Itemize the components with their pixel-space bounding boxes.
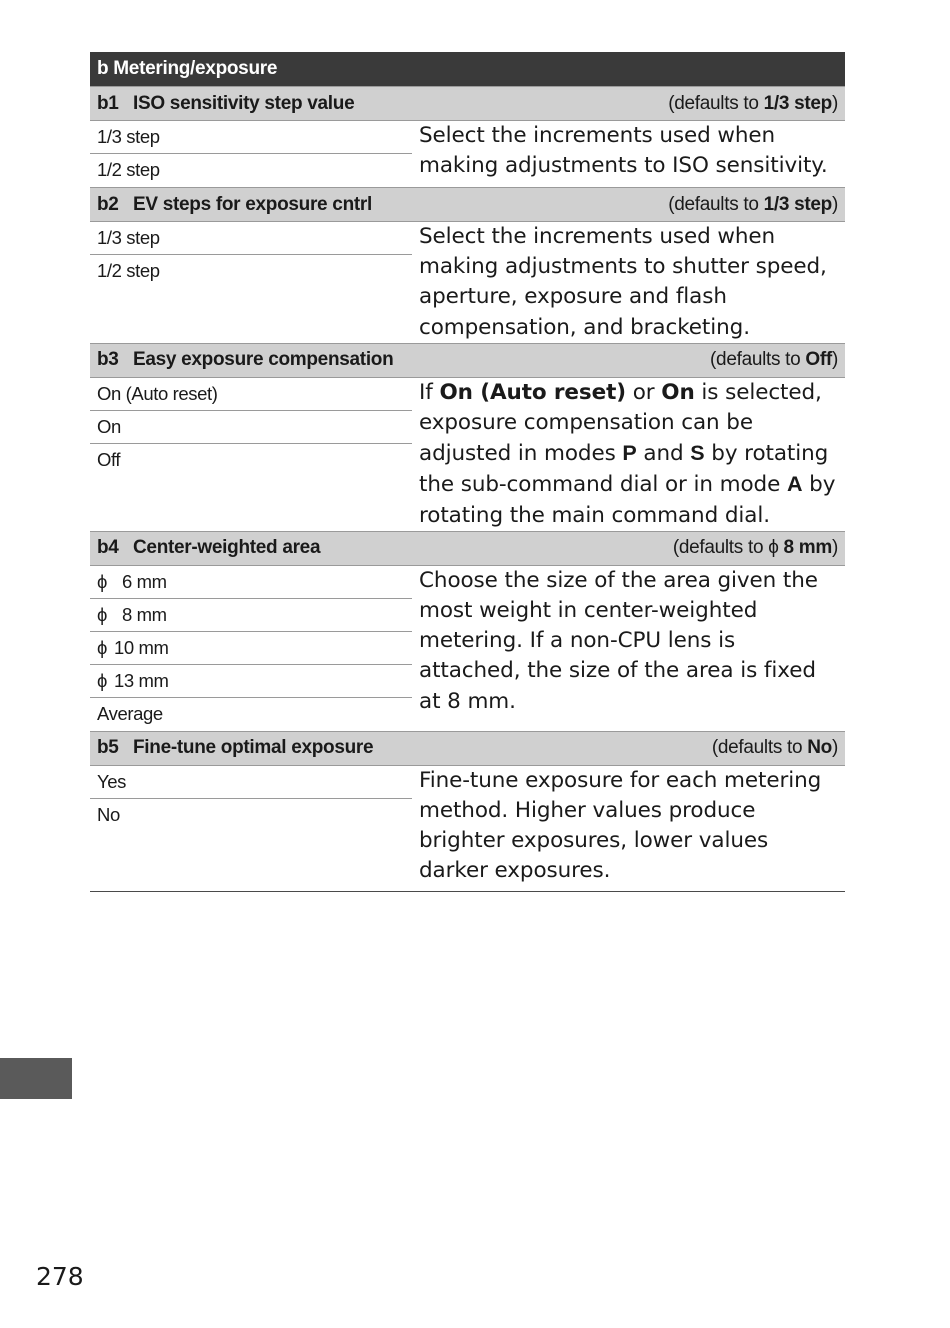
- section-body-b4: [90, 565, 845, 731]
- section-title: [97, 737, 373, 759]
- section-body-b5: [90, 765, 845, 891]
- default-value: [710, 349, 838, 371]
- diameter-icon: ϕ: [768, 537, 779, 559]
- section-code: b2: [97, 193, 119, 215]
- section-header-b2: [90, 187, 845, 221]
- option-item: [90, 599, 412, 632]
- option-label: 10 mm: [114, 636, 169, 658]
- default-value-text: No: [807, 737, 832, 759]
- section-body-b3: [90, 377, 845, 531]
- chapter-thumb-tab: [0, 1058, 72, 1099]
- section-name: ISO sensitivity step value: [133, 92, 355, 114]
- default-value-text: Off: [805, 349, 832, 371]
- default-prefix: (defaults to: [668, 193, 764, 215]
- section-body-b1: [90, 120, 845, 187]
- diameter-icon: ϕ: [97, 603, 107, 625]
- diameter-icon: ϕ: [97, 570, 107, 592]
- option-item: [90, 566, 412, 599]
- section-title: [97, 194, 372, 216]
- section-name: Fine-tune optimal exposure: [133, 737, 374, 759]
- default-prefix: (defaults to: [711, 737, 808, 759]
- default-value: [673, 537, 838, 559]
- section-name: EV steps for exposure cntrl: [133, 193, 372, 215]
- option-description: Choose the size of the area given the most weight in center-weighted metering. If a non-CPU lens is attached, the size of the area is fixed at 8 mm.: [419, 567, 818, 714]
- default-suffix: ): [831, 92, 838, 114]
- desc-text: and: [636, 441, 691, 467]
- section-name: Center-weighted area: [133, 537, 321, 559]
- table-bottom-rule: [90, 891, 845, 892]
- option-item: Off: [97, 448, 121, 470]
- section-body-b2: [90, 221, 845, 343]
- default-value: [712, 737, 838, 759]
- desc-text: If: [419, 379, 440, 405]
- page-number: 278: [36, 1262, 84, 1291]
- option-item: 1/3 step: [90, 222, 412, 255]
- desc-text: is selected, exposure compensation can be adjusted in modes: [419, 379, 822, 467]
- section-code: b3: [97, 349, 119, 371]
- section-title: [97, 349, 393, 371]
- option-list: [90, 566, 412, 731]
- settings-table: [90, 52, 845, 892]
- option-description: [412, 378, 845, 531]
- desc-text: or: [626, 379, 662, 405]
- desc-text: by rotating the sub-command dial or in mode: [419, 441, 829, 498]
- default-value-text: 8 mm: [783, 537, 832, 559]
- desc-emphasis: On (Auto reset): [439, 379, 626, 405]
- section-header-b4: [90, 531, 845, 565]
- section-header-b5: [90, 731, 845, 765]
- option-description: Fine-tune exposure for each metering method. Higher values produce brighter exposures, lower values darker exposures.: [419, 767, 822, 884]
- option-item: 1/3 step: [90, 121, 412, 154]
- option-item: No: [97, 803, 120, 825]
- section-title: [97, 537, 320, 559]
- default-value: [668, 194, 838, 216]
- default-prefix: (defaults to: [710, 349, 806, 371]
- option-list: [90, 766, 412, 891]
- option-label: 6 mm: [122, 570, 167, 592]
- section-title: [97, 93, 354, 115]
- desc-emphasis: On: [661, 379, 695, 405]
- option-description: Select the increments used when making adjustments to ISO sensitivity.: [419, 123, 828, 179]
- option-item: [90, 632, 412, 665]
- option-item: [90, 698, 412, 731]
- section-code: b1: [97, 92, 119, 114]
- mode-letter: S: [690, 441, 705, 466]
- default-suffix: ): [831, 537, 838, 559]
- default-suffix: ): [831, 737, 838, 759]
- default-value-text: 1/3 step: [763, 193, 832, 215]
- section-header-b1: [90, 86, 845, 120]
- option-item: On: [90, 411, 412, 444]
- diameter-icon: ϕ: [97, 636, 107, 658]
- default-suffix: ): [831, 349, 838, 371]
- default-value-text: 1/3 step: [763, 92, 832, 114]
- option-item: Yes: [90, 766, 412, 799]
- option-label: 13 mm: [114, 669, 169, 691]
- desc-text: by rotating the main command dial.: [419, 472, 836, 528]
- section-name: Easy exposure compensation: [133, 349, 394, 371]
- default-value: [668, 93, 838, 115]
- section-code: b5: [97, 737, 119, 759]
- section-header-b3: [90, 343, 845, 377]
- default-prefix: (defaults to: [668, 92, 764, 114]
- section-code: b4: [97, 537, 119, 559]
- option-list: [90, 121, 412, 187]
- option-label: Average: [97, 702, 163, 724]
- option-item: 1/2 step: [97, 159, 160, 180]
- mode-letter: A: [786, 472, 803, 497]
- option-item: 1/2 step: [97, 260, 160, 281]
- option-list: [90, 378, 412, 531]
- option-item: On (Auto reset): [90, 378, 412, 411]
- option-description: Select the increments used when making adjustments to shutter speed, aperture, exposure and flash compensation, and bracketing.: [419, 224, 827, 340]
- mode-letter: P: [622, 441, 637, 466]
- table-title: b Metering/exposure: [90, 52, 845, 86]
- option-list: [90, 222, 412, 343]
- default-suffix: ): [831, 193, 838, 215]
- default-prefix: (defaults to: [672, 537, 769, 559]
- option-item: [90, 665, 412, 698]
- option-label: 8 mm: [122, 603, 167, 625]
- diameter-icon: ϕ: [97, 669, 107, 691]
